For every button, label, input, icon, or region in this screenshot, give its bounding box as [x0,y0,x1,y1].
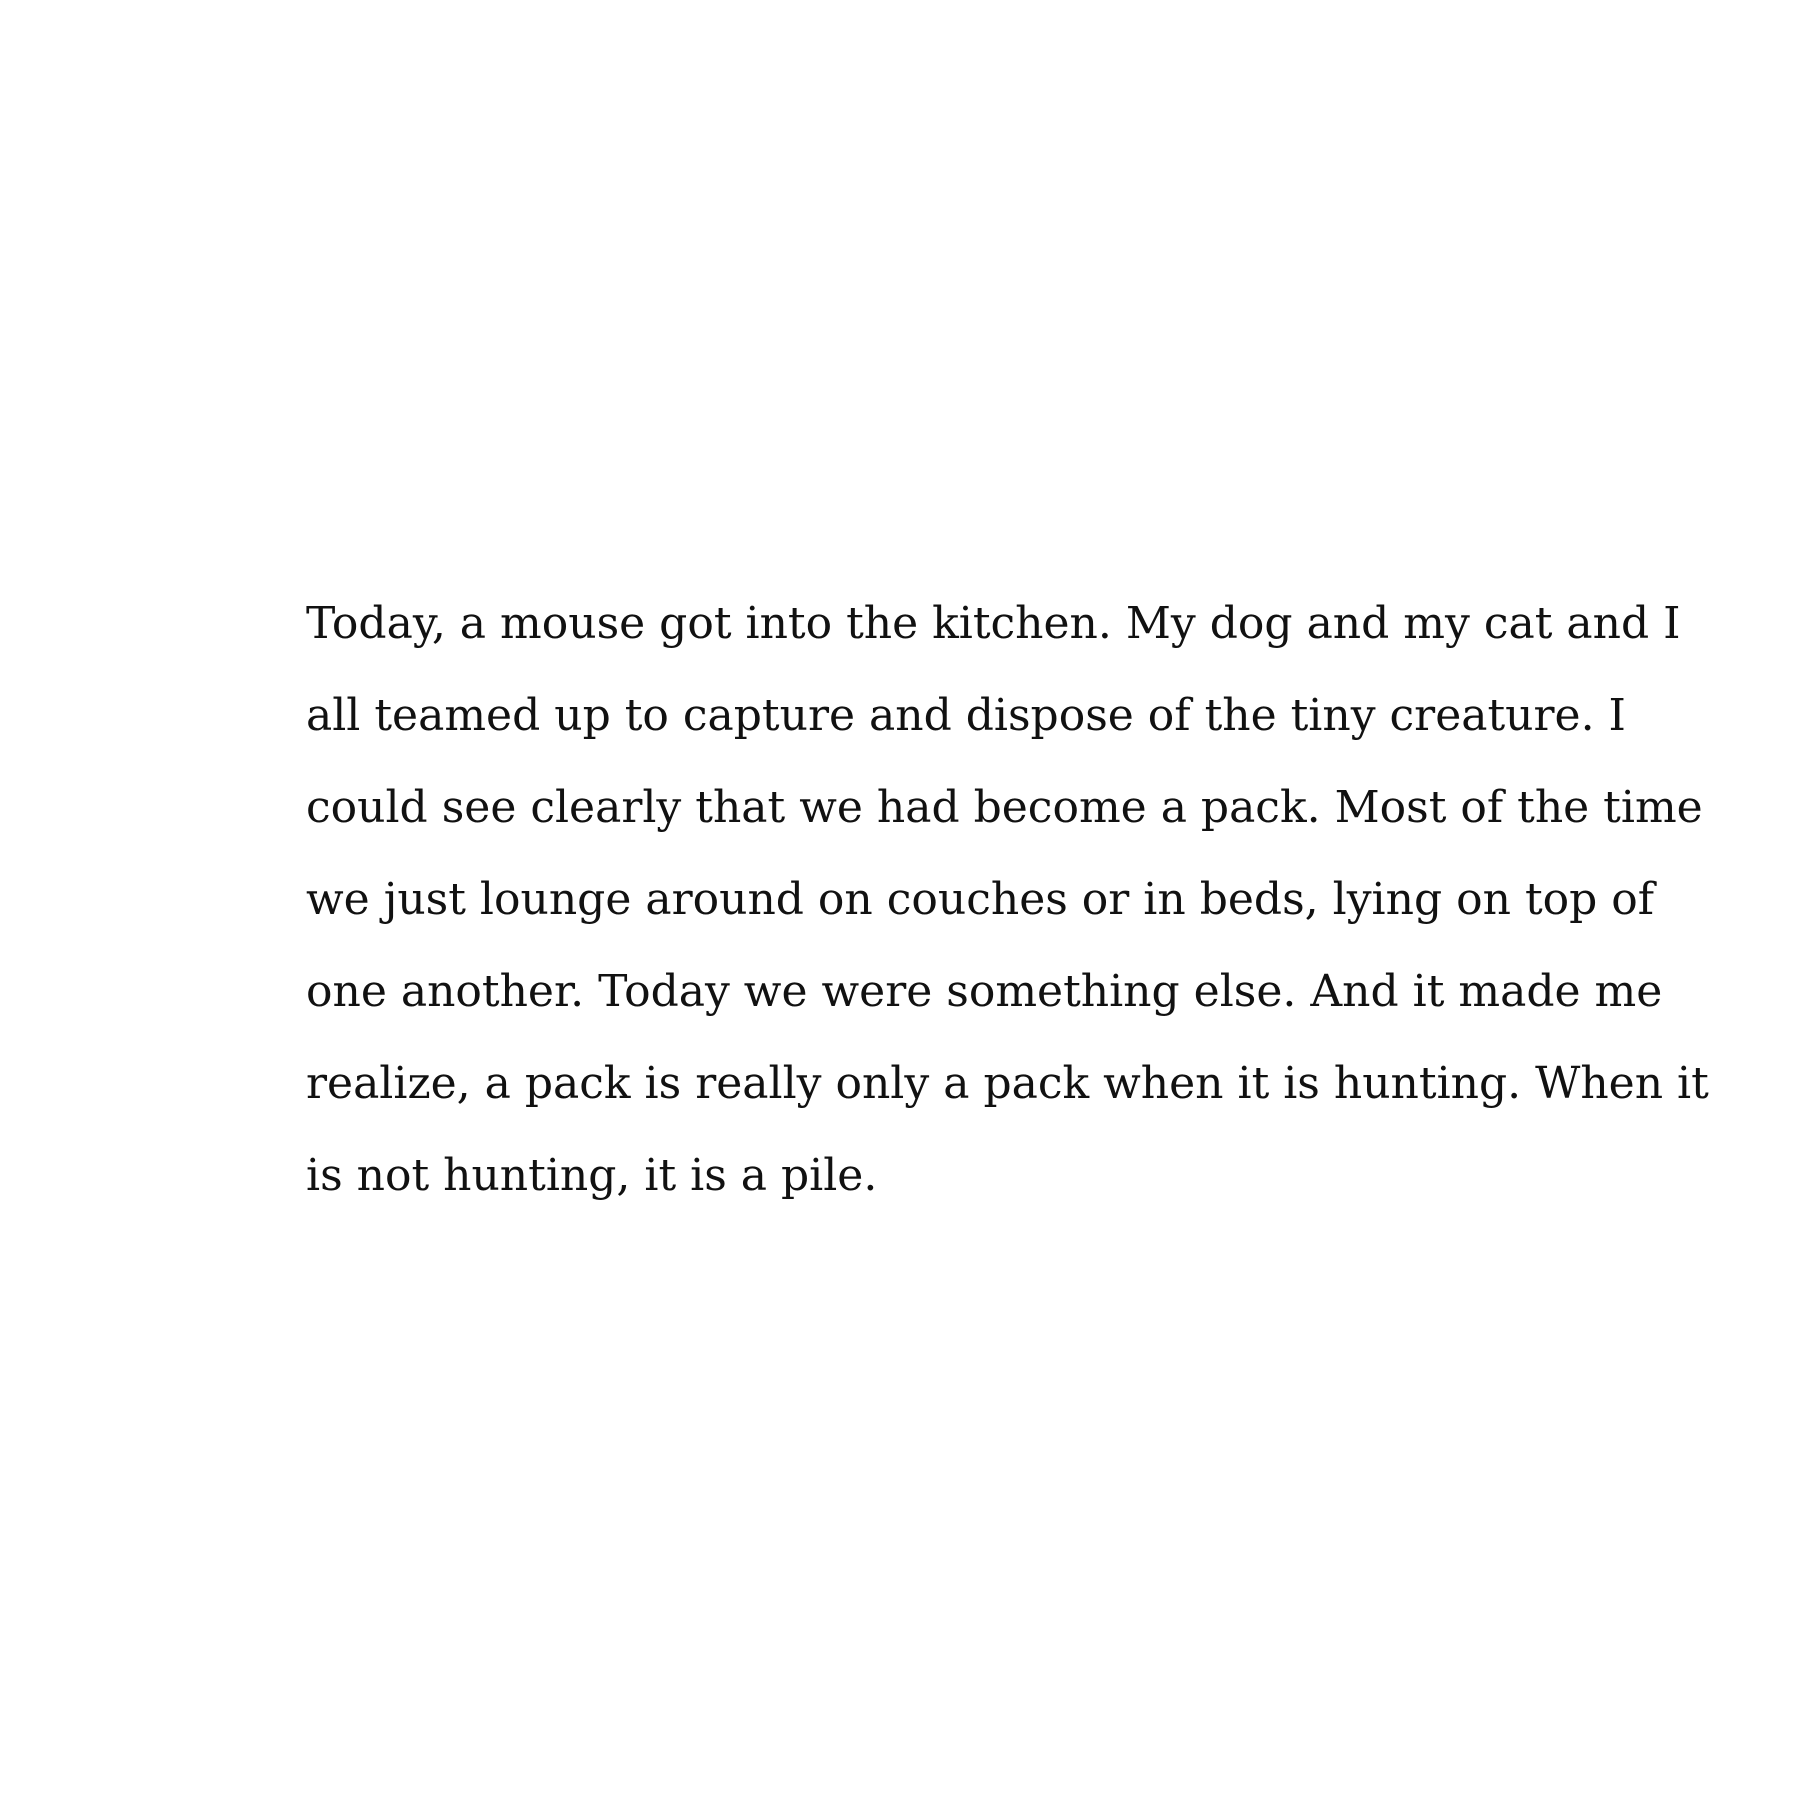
paragraph-line-2: all teamed up to capture and dispose of the tiny creature. I [306,690,1626,741]
paragraph-line-7: is not hunting, it is a pile. [306,1150,878,1201]
paragraph-line-1: Today, a mouse got into the kitchen. My dog and my cat and I [306,598,1681,649]
paragraph-line-5: one another. Today we were something else. And it made me [306,966,1663,1017]
paragraph [306,578,1709,1222]
paragraph-line-6: realize, a pack is really only a pack when it is hunting. When it [306,1058,1709,1109]
paragraph-line-4: we just lounge around on couches or in beds, lying on top of [306,874,1655,925]
paragraph-line-3: could see clearly that we had become a pack. Most of the time [306,782,1703,833]
